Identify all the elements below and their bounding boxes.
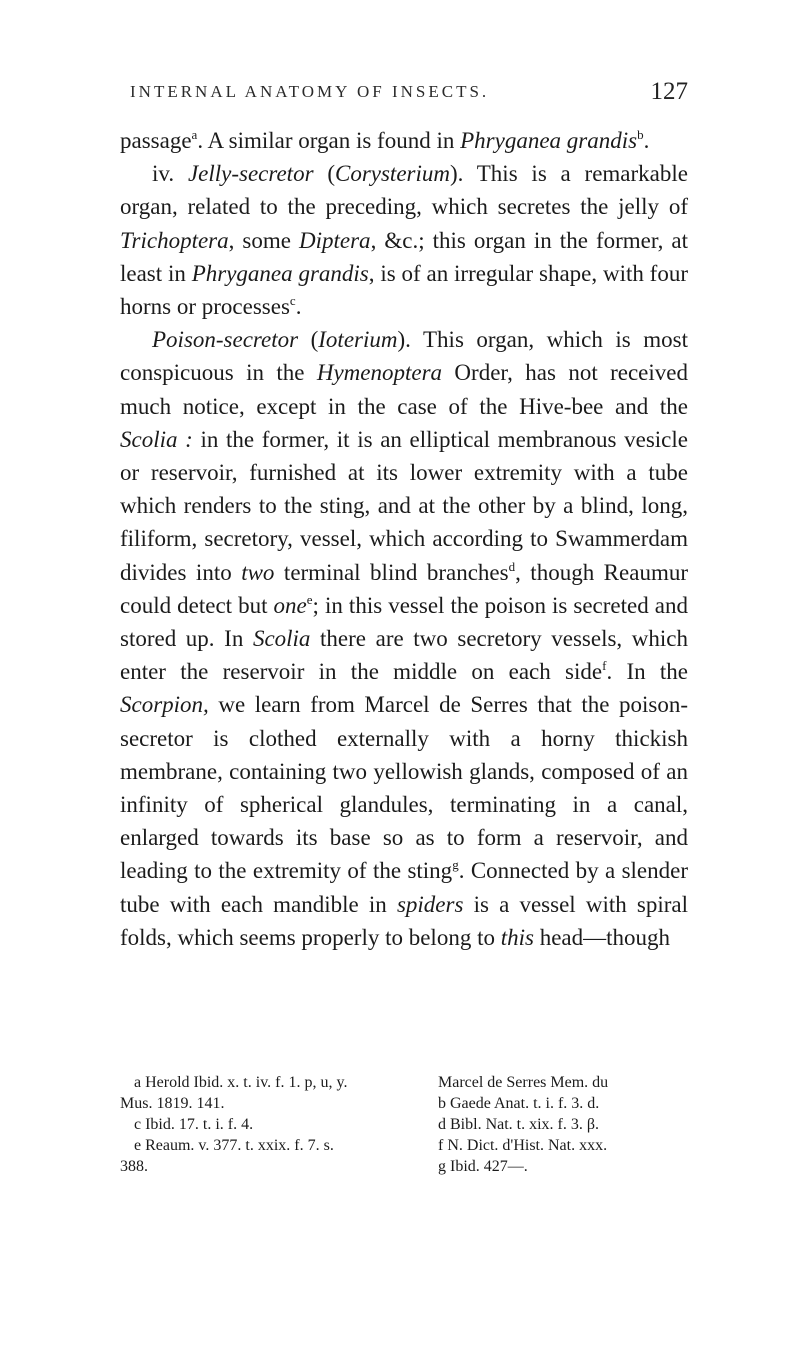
- footnote-g: g Ibid. 427—.: [438, 1158, 528, 1175]
- page-number: 127: [650, 78, 688, 105]
- footnote-ref: c: [289, 293, 296, 309]
- footnote-a-continued: Mus. 1819. 141.: [120, 1095, 225, 1112]
- running-head: INTERNAL ANATOMY OF INSECTS.: [130, 82, 490, 101]
- footnote-ref: d: [508, 558, 516, 574]
- footnote-e: e Reaum. v. 377. t. xxix. f. 7. s.: [134, 1137, 334, 1154]
- footnote-ref: b: [637, 127, 644, 142]
- paragraph-jelly-secretor: iv. Jelly-secretor (Corysterium). This is a remarkable organ, related to the preceding, which secretes the jelly of Trichoptera, some Diptera, &c.; this organ in the former, at least in Phryganea grandis, is of an irregular shape, with four horns or processes$^c$.: [120, 161, 688, 320]
- paragraph-poison-secretor: Poison-secretor (Ioterium). This organ, which is most conspicuous in the Hymenoptera Order, has not received much notice, except in the case of the Hive-bee and the Scolia : in the former, it is an elliptical membranous vesicle or reservoir, furnished at its lower extremity with a tube which renders to the sting, and at the other by a blind, long, filiform, secretory, vessel, which according to Swammerdam divides into two terminal blind branches$^d$, though Reaumur could detect but one$^e$; in this vessel the poison is secreted and stored up. In Scolia there are two secretory vessels, which enter the reservoir in the middle on each side$^f$. In the Scorpion, we learn from Marcel de Serres that the poison-secretor is clothed externally with a horny thickish membrane, containing two yellowish glands, composed of an infinity of spherical glandules, terminating in a canal, enlarged towards its base so as to form a reservoir, and leading to the extremity of the sting$^g$. Connected by a slender tube with each mandible in spiders is a vessel with spiral folds, which seems properly to belong to this head—though: [120, 327, 689, 950]
- footnote-a-right: Marcel de Serres Mem. du: [438, 1074, 609, 1091]
- footnote-ref: g: [452, 857, 459, 873]
- footnote-ref: e: [306, 591, 313, 607]
- footnote-f: f N. Dict. d'Hist. Nat. xxx.: [438, 1137, 608, 1154]
- paragraph-passage: passage$^a$. A similar organ is found in Phryganea grandis$^b$.: [120, 127, 650, 153]
- footnote-c: c Ibid. 17. t. i. f. 4.: [134, 1116, 254, 1133]
- footnote-e-continued: 388.: [120, 1158, 148, 1175]
- footnote-ref: a: [191, 127, 198, 142]
- page-header: [0, 80, 800, 110]
- footnote-d: d Bibl. Nat. t. xix. f. 3. β.: [438, 1116, 600, 1133]
- footnote-b: b Gaede Anat. t. i. f. 3. d.: [438, 1095, 600, 1112]
- footnote-ref: f: [602, 658, 607, 674]
- footnote-a: a Herold Ibid. x. t. iv. f. 1. p, u, y.: [134, 1074, 348, 1091]
- footnotes-right-column: [418, 1072, 708, 1177]
- footnotes-left-column: [120, 1072, 410, 1177]
- body-text: [120, 124, 688, 954]
